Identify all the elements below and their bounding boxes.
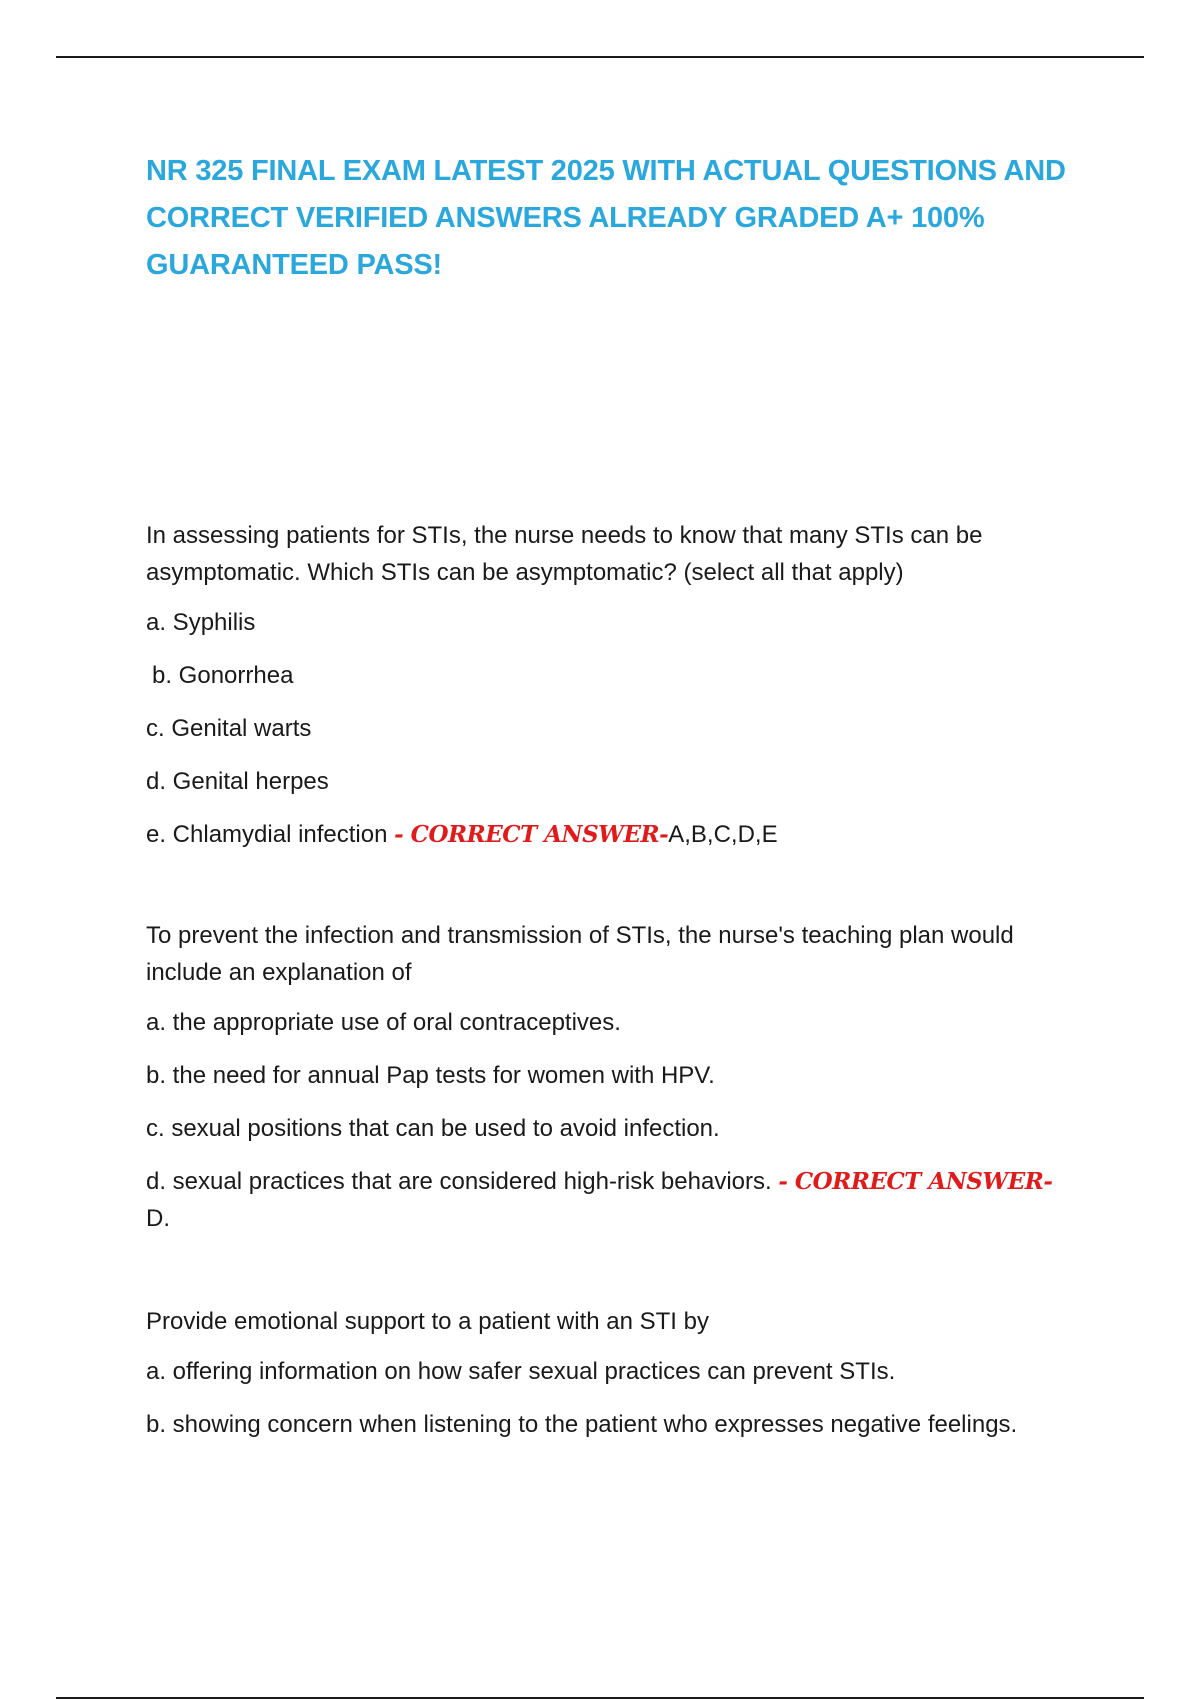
question-2 — [146, 917, 1066, 1237]
question-stem: To prevent the infection and transmission of STIs, the nurse's teaching plan would include an explanation of — [146, 922, 1014, 986]
document-body — [146, 517, 1066, 1459]
option-d: d. sexual practices that are considered high-risk behaviors. — [146, 1168, 772, 1195]
spacer — [146, 869, 1066, 917]
correct-answer-label: - CORRECT ANSWER- — [778, 1168, 1053, 1195]
question-3 — [146, 1303, 1066, 1443]
option-e-with-answer — [146, 816, 1066, 853]
correct-answer-value: A,B,C,D,E — [668, 821, 778, 848]
option-b: b. Gonorrhea — [152, 662, 294, 689]
spacer — [146, 1253, 1066, 1303]
option-b: b. showing concern when listening to the patient who expresses negative feelings. — [146, 1411, 1018, 1438]
question-stem: Provide emotional support to a patient with an STI by — [146, 1308, 709, 1335]
option-c: c. sexual positions that can be used to avoid infection. — [146, 1115, 720, 1142]
option-a: a. offering information on how safer sexual practices can prevent STIs. — [146, 1358, 896, 1385]
correct-answer-label: - CORRECT ANSWER- — [394, 821, 669, 848]
option-c: c. Genital warts — [146, 715, 312, 742]
top-rule — [56, 56, 1144, 58]
option-e: e. Chlamydial infection — [146, 821, 388, 848]
question-1 — [146, 517, 1066, 853]
document-title: NR 325 FINAL EXAM LATEST 2025 WITH ACTUAL QUESTIONS AND CORRECT VERIFIED ANSWERS ALREADY GRADED A+ 100% GUARANTEED PASS! — [146, 155, 1066, 281]
option-d-with-answer — [146, 1163, 1066, 1237]
option-b: b. the need for annual Pap tests for women with HPV. — [146, 1062, 715, 1089]
question-stem: In assessing patients for STIs, the nurse needs to know that many STIs can be asymptomatic. Which STIs can be asymptomatic? (select all that apply) — [146, 522, 983, 586]
option-a: a. Syphilis — [146, 609, 256, 636]
correct-answer-value: D. — [146, 1205, 170, 1232]
option-a: a. the appropriate use of oral contraceptives. — [146, 1009, 621, 1036]
bottom-rule — [56, 1697, 1144, 1699]
option-d: d. Genital herpes — [146, 768, 329, 795]
